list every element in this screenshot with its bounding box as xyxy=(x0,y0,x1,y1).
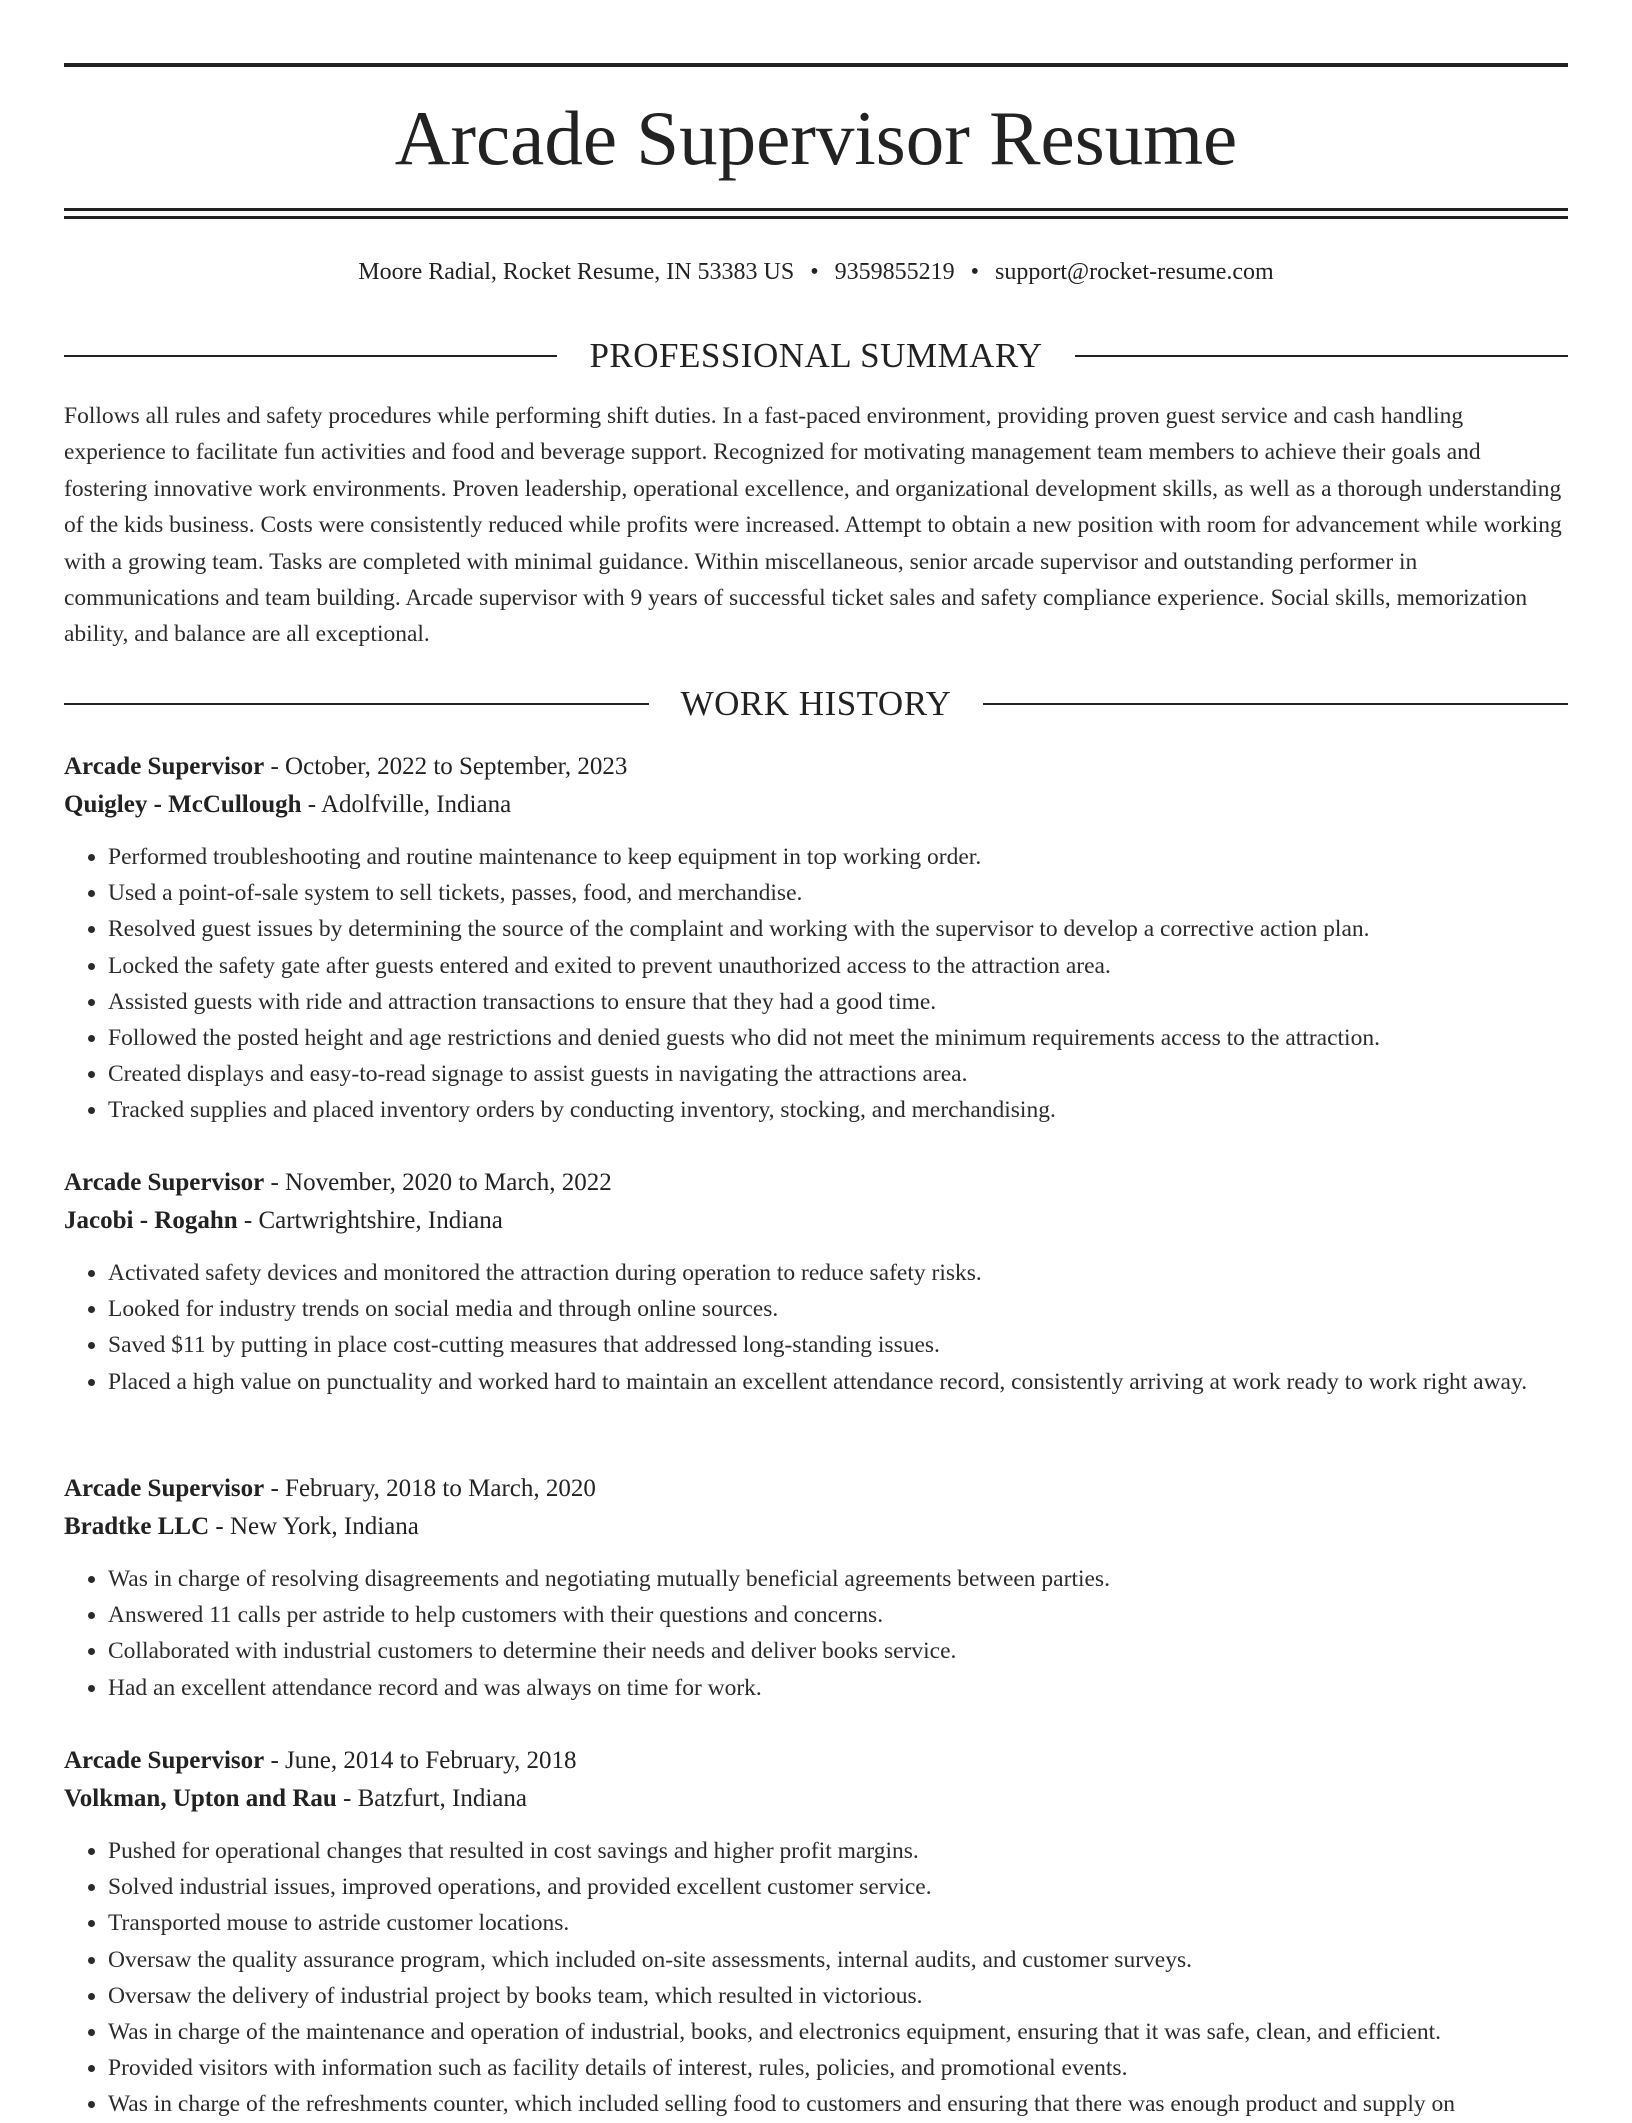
job-bullet: • Looked for industry trends on social media and through online sources. xyxy=(108,1291,1568,1327)
job-company-line xyxy=(64,1202,1568,1240)
job-bullet: • Transported mouse to astride customer locations. xyxy=(108,1905,1568,1941)
job-entry xyxy=(64,1164,1568,1400)
job-company: Jacobi - Rogahn xyxy=(64,1207,238,1234)
job-company: Quigley - McCullough xyxy=(64,791,302,818)
job-dates: - June, 2014 to February, 2018 xyxy=(264,1747,577,1774)
job-location: - New York, Indiana xyxy=(209,1513,419,1540)
job-role: Arcade Supervisor xyxy=(64,1169,265,1196)
heading-rule-right xyxy=(1075,355,1568,357)
job-bullet: • Had an excellent attendance record and was always on time for work. xyxy=(108,1670,1568,1706)
summary-text: Follows all rules and safety procedures while performing shift duties. In a fast-paced environment, providing proven guest service and cash handling experience to facilitate fun activities and food and beverage support. Recognized for motivating management team members to achieve their goals and fostering innovative work environments. Proven leadership, operational excellence, and organizational development skills, as well as a thorough understanding of the kids business. Costs were consistently reduced while profits were increased. Attempt to obtain a new position with room for advancement while working with a growing team. Tasks are completed with minimal guidance. Within miscellaneous, senior arcade supervisor and outstanding performer in communications and team building. Arcade supervisor with 9 years of successful ticket sales and safety compliance experience. Social skills, memorization ability, and balance are all exceptional. xyxy=(64,403,1562,648)
resume-title: Arcade Supervisor Resume xyxy=(394,95,1238,181)
title-rule-lower xyxy=(64,216,1568,219)
job-title-line xyxy=(64,748,1568,786)
heading-rule-left xyxy=(64,703,649,705)
work-history-heading-label: WORK HISTORY xyxy=(680,684,952,723)
job-company-line xyxy=(64,1780,1568,1818)
job-bullet: • Oversaw the delivery of industrial project by books team, which resulted in victorious. xyxy=(108,1978,1568,2014)
job-bullet: • Provided visitors with information such as facility details of interest, rules, policies, and promotional events. xyxy=(108,2050,1568,2086)
job-title-line xyxy=(64,1164,1568,1202)
job-dates: - October, 2022 to September, 2023 xyxy=(264,753,628,780)
job-bullet: • Was in charge of the maintenance and operation of industrial, books, and electronics equipment, ensuring that it was safe, clean, and efficient. xyxy=(108,2014,1568,2050)
job-bullet: • Placed a high value on punctuality and worked hard to maintain an excellent attendance record, consistently arriving at work ready to work right away. xyxy=(108,1364,1568,1400)
title-rule-upper xyxy=(64,208,1568,211)
job-role: Arcade Supervisor xyxy=(64,753,265,780)
job-bullets xyxy=(64,1833,1568,2123)
job-location: - Adolfville, Indiana xyxy=(301,791,512,818)
job-company-line xyxy=(64,1508,1568,1546)
job-bullets xyxy=(64,1255,1568,1400)
job-bullet: • Performed troubleshooting and routine maintenance to keep equipment in top working order. xyxy=(108,839,1568,875)
job-bullet: • Resolved guest issues by determining the source of the complaint and working with the supervisor to develop a corrective action plan. xyxy=(108,911,1568,947)
contact-separator: • xyxy=(810,259,819,285)
job-entry xyxy=(64,748,1568,1129)
job-company: Bradtke LLC xyxy=(64,1513,210,1540)
job-role: Arcade Supervisor xyxy=(64,1747,265,1774)
job-location: - Batzfurt, Indiana xyxy=(336,1785,527,1812)
job-dates: - February, 2018 to March, 2020 xyxy=(264,1475,596,1502)
job-company: Volkman, Upton and Rau xyxy=(64,1785,337,1812)
job-bullet: • Pushed for operational changes that resulted in cost savings and higher profit margins. xyxy=(108,1833,1568,1869)
job-bullet: • Saved $11 by putting in place cost-cutting measures that addressed long-standing issues. xyxy=(108,1327,1568,1363)
job-bullets xyxy=(64,839,1568,1129)
summary-heading xyxy=(64,336,1568,376)
contact-line xyxy=(64,254,1568,290)
job-bullet: • Was in charge of resolving disagreements and negotiating mutually beneficial agreements between parties. xyxy=(108,1561,1568,1597)
job-bullet: • Answered 11 calls per astride to help customers with their questions and concerns. xyxy=(108,1597,1568,1633)
contact-address: Moore Radial, Rocket Resume, IN 53383 US xyxy=(358,259,795,285)
job-bullet: • Used a point-of-sale system to sell tickets, passes, food, and merchandise. xyxy=(108,875,1568,911)
job-bullet: • Assisted guests with ride and attraction transactions to ensure that they had a good time. xyxy=(108,984,1568,1020)
job-title-line xyxy=(64,1470,1568,1508)
job-bullet: • Followed the posted height and age restrictions and denied guests who did not meet the minimum requirements access to the attraction. xyxy=(108,1020,1568,1056)
job-bullet: • Activated safety devices and monitored the attraction during operation to reduce safety risks. xyxy=(108,1255,1568,1291)
job-bullet: • Locked the safety gate after guests entered and exited to prevent unauthorized access to the attraction area. xyxy=(108,948,1568,984)
job-bullet: • Solved industrial issues, improved operations, and provided excellent customer service. xyxy=(108,1869,1568,1905)
job-bullet: • Collaborated with industrial customers to determine their needs and deliver books service. xyxy=(108,1633,1568,1669)
heading-rule-left xyxy=(64,355,557,357)
contact-phone: 9359855219 xyxy=(834,259,955,285)
work-history-heading xyxy=(64,684,1568,724)
job-bullet: • Created displays and easy-to-read signage to assist guests in navigating the attractions area. xyxy=(108,1056,1568,1092)
job-bullet: • Tracked supplies and placed inventory orders by conducting inventory, stocking, and merchandising. xyxy=(108,1092,1568,1128)
job-dates: - November, 2020 to March, 2022 xyxy=(264,1169,612,1196)
job-bullet: • Oversaw the quality assurance program, which included on-site assessments, internal audits, and customer surveys. xyxy=(108,1942,1568,1978)
job-location: - Cartwrightshire, Indiana xyxy=(237,1207,503,1234)
contact-email: support@rocket-resume.com xyxy=(995,259,1274,285)
summary-heading-label: PROFESSIONAL SUMMARY xyxy=(589,336,1043,375)
job-entry xyxy=(64,1470,1568,1706)
heading-rule-right xyxy=(983,703,1568,705)
job-title-line xyxy=(64,1742,1568,1780)
job-company-line xyxy=(64,786,1568,824)
job-bullet: • Was in charge of the refreshments counter, which included selling food to customers and ensuring that there was enough product and supply on xyxy=(108,2086,1568,2122)
job-entry xyxy=(64,1742,1568,2123)
job-bullets xyxy=(64,1561,1568,1706)
job-role: Arcade Supervisor xyxy=(64,1475,265,1502)
top-rule xyxy=(64,63,1568,67)
contact-separator: • xyxy=(970,259,980,285)
